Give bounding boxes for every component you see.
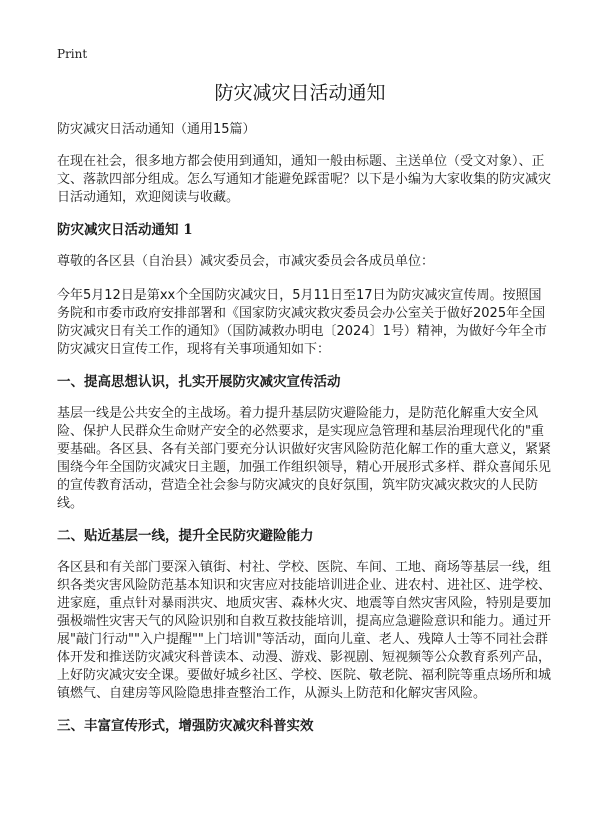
intro-paragraph: 在现在社会，很多地方都会使用到通知，通知一般由标题、主送单位（受文对象）、正文、落款四部分组成。怎么写通知才能避免踩雷呢？以下是小编为大家收集的防灾减灾日活动通知，欢迎阅读与收藏。 [57, 154, 552, 205]
notice-heading: 防灾减灾日活动通知 1 [57, 222, 193, 238]
section-heading-3: 三、丰富宣传形式，增强防灾减灾科普实效 [57, 718, 314, 734]
article-subtitle: 防灾减灾日活动通知（通用15篇） [57, 122, 256, 137]
page-title: 防灾减灾日活动通知 [214, 82, 386, 104]
section-body-2: 各区县和有关部门要深入镇街、村社、学校、医院、车间、工地、商场等基层一线，组织各类灾害风险防范基本知识和灾害应对技能培训进企业、进农村、进社区、进学校、进家庭，重点针对暴雨洪灾、地质灾害、森林火灾、地震等自然灾害风险，特别是要加强极端性灾害天气的风险识别和自救互救技能培训，提高应急避险意识和能力。通过开展"敲门行动""入户提醒""上门培训"等活动，面向儿童、老人、残障人士等不同社会群体开发和推送防灾减灾科普读本、动漫、游戏、影视剧、短视频等公众教育系列产品，上好防灾减灾安全课。要做好城乡社区、学校、医院、敬老院、福利院等重点场所和城镇燃气、自建房等风险隐患排查整治工作，从源头上防范和化解灾害风险。 [57, 560, 552, 701]
section-heading-2: 二、贴近基层一线，提升全民防灾避险能力 [57, 528, 314, 544]
section-body-1: 基层一线是公共安全的主战场。着力提升基层防灾避险能力，是防范化解重大安全风险、保护人民群众生命财产安全的必然要求，是实现应急管理和基层治理现代化的"重要基础。各区县、各有关部门要充分认识做好灾害风险防范化解工作的重大意义，紧紧围绕今年全国防灾减灾日主题，加强工作组织领导，精心开展形式多样、群众喜闻乐见的宣传教育活动，营造全社会参与防灾减灾的良好氛围，筑牢防灾减灾救灾的人民防线。 [57, 406, 552, 511]
print-link[interactable]: Print [57, 47, 88, 61]
salutation: 尊敬的各区县（自治县）减灾委员会，市减灾委员会各成员单位： [57, 254, 435, 269]
notice-paragraph: 今年5月12日是第xx个全国防灾减灾日，5月11日至17日为防灾减灾宣传周。按照国务院和市委市政府安排部署和《国家防灾减灾救灾委员会办公室关于做好2025年全国防灾减灾日有关工作的通知》（国防减救办明电〔2024〕1号）精神，为做好今年全市防灾减灾日宣传工作，现将有关事项通知如下： [57, 288, 547, 357]
section-heading-1: 一、提高思想认识，扎实开展防灾减灾宣传活动 [57, 374, 341, 390]
article-body [57, 121, 553, 749]
